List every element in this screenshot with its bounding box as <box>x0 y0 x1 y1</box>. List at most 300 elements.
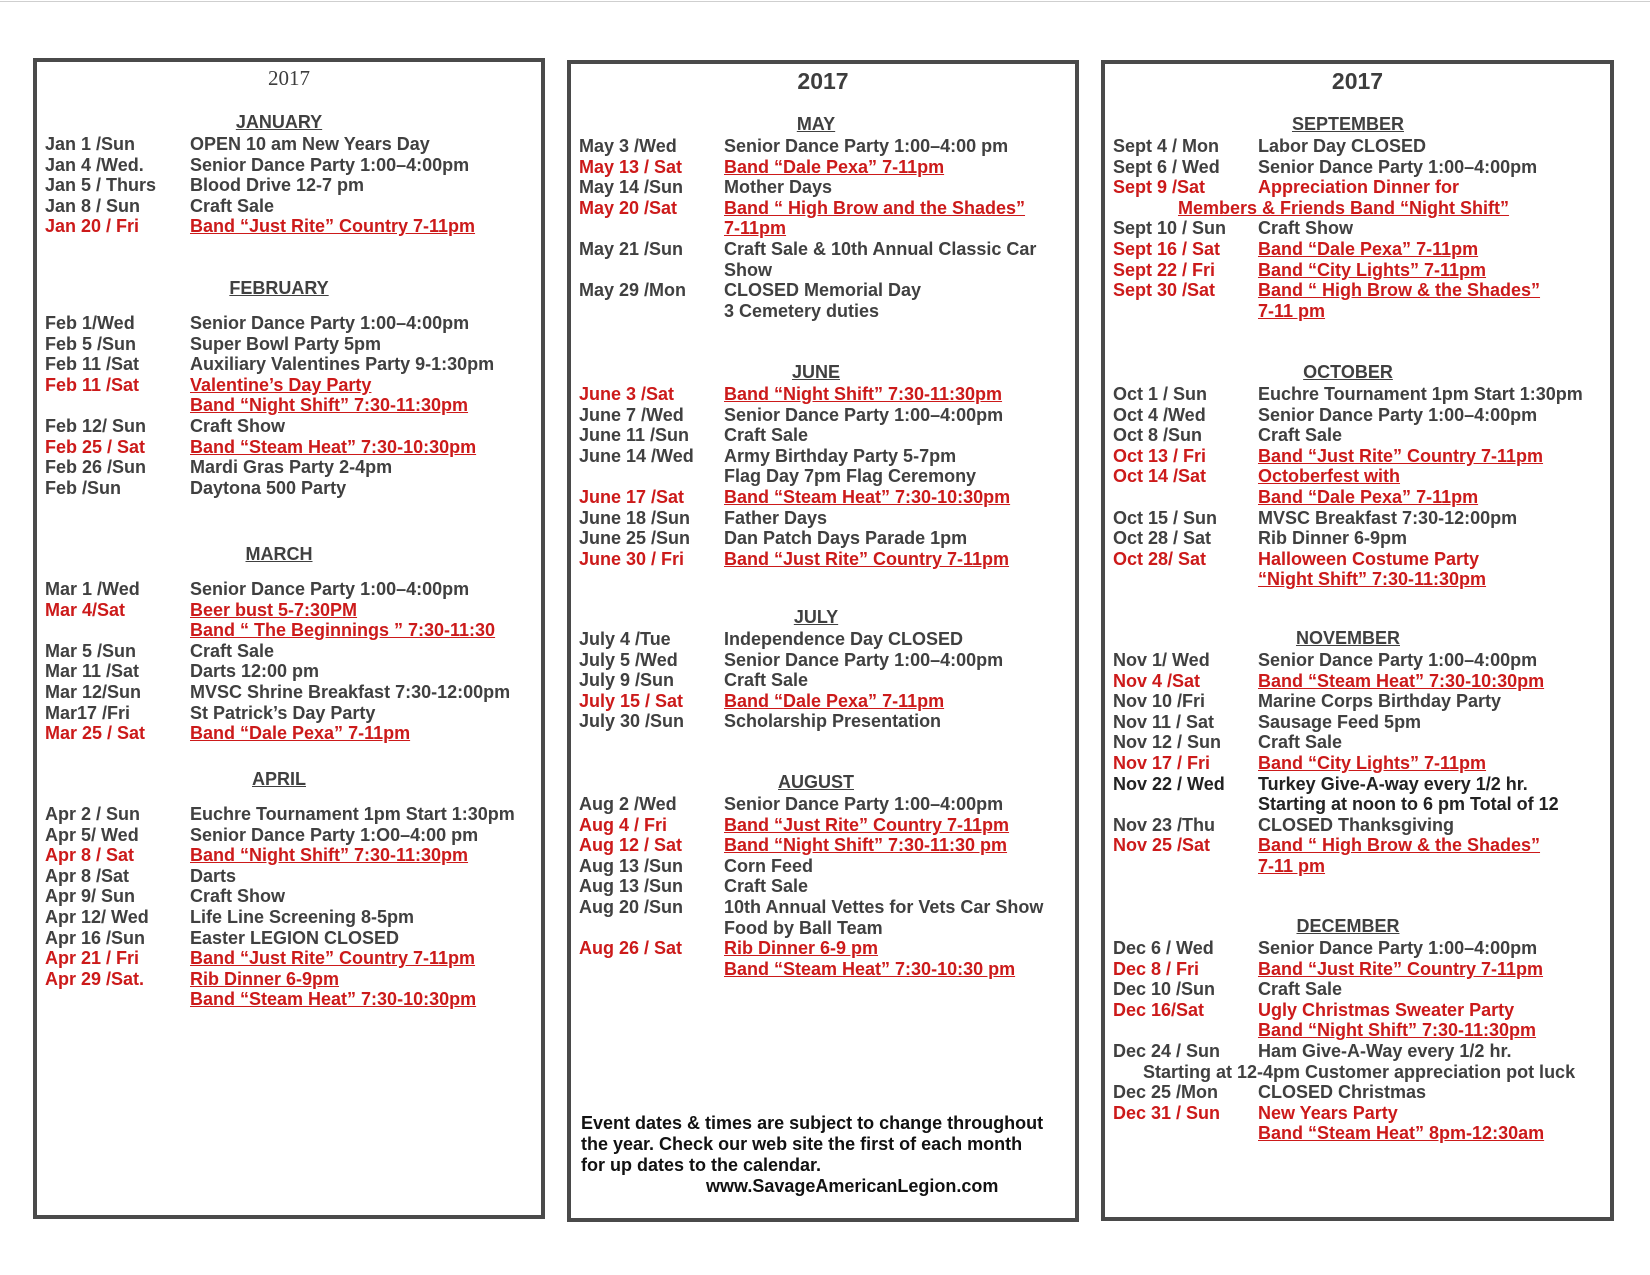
event-description: Mother Days <box>724 177 833 198</box>
event-description: Band “Night Shift” 7:30-11:30pm <box>724 384 1003 404</box>
event-date: Feb 26 /Sun <box>45 457 147 478</box>
event-description: Auxiliary Valentines Party 9-1:30pm <box>190 354 495 375</box>
event-row <box>1105 855 1610 877</box>
event-description: Senior Dance Party 1:00–4:00pm <box>1258 650 1538 670</box>
event-row <box>571 527 1075 549</box>
event-description: 10th Annual Vettes for Vets Car Show <box>724 897 1044 917</box>
event-description: Members & Friends Band “Night Shift” <box>1178 197 1510 218</box>
event-date: Sept 4 / Mon <box>1113 136 1220 156</box>
event-date: Dec 25 /Mon <box>1113 1082 1219 1103</box>
event-description: St Patrick’s Day Party <box>190 702 376 723</box>
event-row <box>37 215 541 237</box>
event-description: Band “City Lights” 7-11pm <box>1258 753 1487 773</box>
event-row <box>1105 156 1610 178</box>
event-description: Scholarship Presentation <box>724 711 942 732</box>
event-row <box>37 803 541 825</box>
event-row <box>1105 834 1610 856</box>
event-date: June 17 /Sat <box>579 487 685 507</box>
event-row <box>37 988 541 1010</box>
month-heading-october: OCTOBER <box>1303 362 1393 382</box>
event-date: Dec 16/Sat <box>1113 999 1205 1020</box>
event-date: Nov 1/ Wed <box>1113 650 1210 670</box>
event-row <box>37 640 541 662</box>
event-date: Apr 21 / Fri <box>45 948 140 969</box>
event-date: Mar 4/Sat <box>45 599 126 620</box>
event-description: Craft Sale <box>724 425 809 446</box>
event-date: Jan 4 /Wed. <box>45 154 144 175</box>
month-heading-january: JANUARY <box>235 112 323 132</box>
event-row <box>571 628 1075 650</box>
event-date: Nov 23 /Thu <box>1113 814 1216 835</box>
top-divider <box>0 1 1650 2</box>
event-row <box>37 844 541 866</box>
event-row <box>1105 507 1610 529</box>
month-heading-november: NOVEMBER <box>1295 628 1400 648</box>
event-row <box>1105 814 1610 836</box>
event-row <box>571 548 1075 570</box>
event-description: Labor Day CLOSED <box>1258 136 1427 156</box>
event-row <box>571 669 1075 691</box>
event-row <box>1105 486 1610 508</box>
event-row <box>1105 279 1610 301</box>
event-row <box>1105 1122 1610 1144</box>
event-description: Band “Just Rite” Country 7-11pm <box>724 548 1010 569</box>
event-row <box>571 445 1075 467</box>
event-description: Sausage Feed 5pm <box>1258 711 1422 732</box>
event-description: Senior Dance Party 1:00–4:00pm <box>724 794 1004 814</box>
event-description: Band “Dale Pexa” 7-11pm <box>724 690 945 711</box>
event-row <box>37 353 541 375</box>
event-date: Feb 5 /Sun <box>45 333 137 354</box>
event-description: Band “Night Shift” 7:30-11:30pm <box>190 845 469 866</box>
event-row <box>37 374 541 396</box>
event-date: Feb 12/ Sun <box>45 416 147 436</box>
event-description: Band “Just Rite” Country 7-11pm <box>1258 958 1544 979</box>
event-row <box>1105 197 1610 219</box>
event-description: Senior Dance Party 1:00–4:00pm <box>190 154 470 175</box>
event-date: Apr 2 / Sun <box>45 804 141 824</box>
event-date: Sept 6 / Wed <box>1113 156 1220 177</box>
event-date: Apr 16 /Sun <box>45 927 146 948</box>
event-description: Band “Dale Pexa” 7-11pm <box>1258 487 1479 507</box>
event-description: Army Birthday Party 5-7pm <box>724 445 957 466</box>
event-row <box>571 217 1075 239</box>
event-row <box>1105 978 1610 1000</box>
event-description: Valentine’s Day Party <box>190 374 372 395</box>
event-date: Oct 13 / Fri <box>1113 445 1207 466</box>
calendar-panel-may-aug <box>567 60 1079 1222</box>
event-description: Band “Just Rite” Country 7-11pm <box>1258 445 1544 466</box>
event-description: Band “ High Brow & the Shades” <box>1258 280 1541 301</box>
event-row <box>37 578 541 600</box>
event-row <box>37 660 541 682</box>
event-date: Oct 4 /Wed <box>1113 404 1206 425</box>
event-row <box>571 814 1075 836</box>
event-date: May 29 /Mon <box>579 280 687 301</box>
event-description: Darts 12:00 pm <box>190 661 320 682</box>
event-row <box>571 937 1075 959</box>
event-description: CLOSED Memorial Day <box>724 280 922 301</box>
event-date: Aug 20 /Sun <box>579 897 684 917</box>
event-description: New Years Party <box>1258 1102 1398 1123</box>
event-description: Band “ High Brow & the Shades” <box>1258 835 1541 856</box>
event-description: Craft Show <box>190 416 286 436</box>
event-date: Apr 29 /Sat. <box>45 968 145 989</box>
event-description: Rib Dinner 6-9 pm <box>724 938 879 959</box>
event-date: Aug 2 /Wed <box>579 794 677 814</box>
event-date: Feb 11 /Sat <box>45 354 140 375</box>
event-row <box>37 477 541 499</box>
event-row <box>37 947 541 969</box>
event-description: CLOSED Christmas <box>1258 1082 1427 1103</box>
calendar-panel-sep-dec <box>1101 60 1614 1221</box>
event-row <box>37 702 541 724</box>
event-row <box>1105 670 1610 692</box>
event-date: July 4 /Tue <box>579 629 671 649</box>
event-row <box>571 710 1075 732</box>
event-description: Band “Just Rite” Country 7-11pm <box>724 814 1010 835</box>
event-date: Jan 1 /Sun <box>45 134 136 154</box>
event-description: 3 Cemetery duties <box>724 300 880 321</box>
event-date: Apr 5/ Wed <box>45 824 139 845</box>
event-description: Senior Dance Party 1:00–4:00pm <box>724 649 1004 670</box>
event-description: Corn Feed <box>724 855 814 876</box>
event-date: Oct 28/ Sat <box>1113 548 1207 569</box>
event-row <box>571 690 1075 712</box>
notice-line: the year. Check our web site the first of each month <box>581 1134 1023 1154</box>
event-description: Craft Sale <box>724 670 809 691</box>
event-description: Flag Day 7pm Flag Ceremony <box>724 466 977 487</box>
event-description: Band “ The Beginnings ” 7:30-11:30 <box>190 620 496 641</box>
event-row <box>37 865 541 887</box>
event-row <box>37 174 541 196</box>
event-date: Oct 14 /Sat <box>1113 466 1207 487</box>
event-date: Sept 10 / Sun <box>1113 218 1227 239</box>
event-description: Euchre Tournament 1pm Start 1:30pm <box>190 804 515 824</box>
event-row <box>571 834 1075 856</box>
event-row <box>1105 176 1610 198</box>
event-date: Nov 12 / Sun <box>1113 732 1222 753</box>
event-row <box>571 896 1075 918</box>
event-row <box>37 927 541 949</box>
event-row <box>1105 217 1610 239</box>
event-description: Rib Dinner 6-9pm <box>1258 528 1408 549</box>
event-date: Nov 22 / Wed <box>1113 773 1225 794</box>
schedule-notice <box>581 1113 1081 1197</box>
event-row <box>571 135 1075 157</box>
event-row <box>1105 793 1610 815</box>
event-row <box>571 507 1075 529</box>
event-description: Senior Dance Party 1:00–4:00pm <box>1258 938 1538 958</box>
event-description: Appreciation Dinner for <box>1258 177 1460 198</box>
month-heading-april: APRIL <box>252 769 306 789</box>
event-row <box>1105 958 1610 980</box>
event-description: Band “Steam Heat” 7:30-10:30 pm <box>724 958 1016 979</box>
event-row <box>37 436 541 458</box>
event-date: June 30 / Fri <box>579 548 685 569</box>
event-description: Show <box>724 259 772 280</box>
event-date: Oct 1 / Sun <box>1113 384 1208 404</box>
event-description: Band “City Lights” 7-11pm <box>1258 259 1487 280</box>
month-heading-july: JULY <box>793 607 839 627</box>
event-date: Mar 11 /Sat <box>45 661 140 682</box>
event-date: Dec 24 / Sun <box>1113 1041 1221 1061</box>
event-date: June 14 /Wed <box>579 445 694 466</box>
event-date: Aug 13 /Sun <box>579 855 684 876</box>
event-description: Daytona 500 Party <box>190 477 347 498</box>
event-row <box>1105 300 1610 322</box>
event-row <box>1105 1081 1610 1103</box>
event-row <box>1105 404 1610 426</box>
event-description: Independence Day CLOSED <box>724 629 964 649</box>
event-description: Band “Dale Pexa” 7-11pm <box>190 723 411 744</box>
event-description: Senior Dance Party 1:00–4:00pm <box>190 313 470 333</box>
event-date: Mar 12/Sun <box>45 682 142 702</box>
event-description: MVSC Breakfast 7:30-12:00pm <box>1258 507 1518 528</box>
event-row <box>571 649 1075 671</box>
event-date: May 3 /Wed <box>579 136 677 156</box>
event-row <box>1105 711 1610 733</box>
event-date: May 14 /Sun <box>579 177 684 198</box>
event-description: Mardi Gras Party 2-4pm <box>190 457 393 478</box>
event-row <box>37 312 541 334</box>
event-description: Starting at 12-4pm Customer appreciation pot luck <box>1143 1061 1576 1082</box>
event-description: Band “Night Shift” 7:30-11:30pm <box>190 395 469 416</box>
event-row <box>571 958 1075 980</box>
event-row <box>37 133 541 155</box>
event-description: Turkey Give-A-way every 1/2 hr. <box>1258 773 1528 794</box>
event-description: Band “Steam Heat” 7:30-10:30pm <box>190 989 477 1010</box>
event-date: Aug 26 / Sat <box>579 938 683 959</box>
event-row <box>1105 568 1610 590</box>
event-description: Super Bowl Party 5pm <box>190 333 382 354</box>
event-row <box>571 917 1075 939</box>
event-date: Jan 5 / Thurs <box>45 175 157 196</box>
event-row <box>37 906 541 928</box>
event-row <box>571 486 1075 508</box>
panel-year: 2017 <box>268 66 310 90</box>
event-description: Band “Dale Pexa” 7-11pm <box>724 156 945 177</box>
event-description: Ugly Christmas Sweater Party <box>1258 999 1515 1020</box>
event-row <box>37 394 541 416</box>
event-row <box>1105 135 1610 157</box>
event-row <box>1105 937 1610 959</box>
month-heading-may: MAY <box>796 114 836 134</box>
event-row <box>571 279 1075 301</box>
event-description: Band “Steam Heat” 7:30-10:30pm <box>190 436 477 457</box>
event-row <box>1105 465 1610 487</box>
event-row <box>1105 527 1610 549</box>
event-row <box>1105 731 1610 753</box>
event-description: Marine Corps Birthday Party <box>1258 691 1502 712</box>
event-row <box>1105 445 1610 467</box>
calendar-panel-jan-apr <box>33 58 545 1219</box>
event-date: Dec 8 / Fri <box>1113 958 1200 979</box>
event-row <box>571 875 1075 897</box>
event-date: Nov 17 / Fri <box>1113 753 1211 773</box>
website-link[interactable]: www.SavageAmericanLegion.com <box>706 1176 999 1196</box>
event-row <box>1105 649 1610 671</box>
event-description: Band “Steam Heat” 7:30-10:30pm <box>1258 670 1545 691</box>
event-date: Aug 4 / Fri <box>579 814 668 835</box>
event-description: Senior Dance Party 1:00–4:00pm <box>1258 404 1538 425</box>
event-description: Dan Patch Days Parade 1pm <box>724 528 968 549</box>
event-row <box>571 197 1075 219</box>
event-date: May 13 / Sat <box>579 156 683 177</box>
event-description: Senior Dance Party 1:00–4:00 pm <box>724 136 1009 156</box>
event-description: Band “Steam Heat” 8pm-12:30am <box>1258 1123 1545 1144</box>
event-date: June 7 /Wed <box>579 404 684 425</box>
month-heading-march: MARCH <box>245 544 313 564</box>
event-date: Aug 12 / Sat <box>579 835 683 856</box>
event-row <box>1105 999 1610 1021</box>
event-description: Darts <box>190 865 237 886</box>
event-description: Ham Give-A-Way every 1/2 hr. <box>1258 1041 1512 1061</box>
event-date: June 3 /Sat <box>579 384 675 404</box>
event-date: Apr 12/ Wed <box>45 907 149 927</box>
event-date: Dec 31 / Sun <box>1113 1102 1221 1123</box>
event-row <box>37 599 541 621</box>
event-description: Band “Just Rite” Country 7-11pm <box>190 948 476 969</box>
event-row <box>1105 1102 1610 1124</box>
event-description: Senior Dance Party 1:00–4:00pm <box>190 579 470 599</box>
event-description: 7-11 pm <box>1258 300 1326 321</box>
event-description: Craft Sale <box>1258 425 1343 446</box>
event-row <box>1105 752 1610 774</box>
event-row <box>37 968 541 990</box>
event-description: Senior Dance Party 1:00–4:00pm <box>1258 156 1538 177</box>
event-date: July 9 /Sun <box>579 670 675 691</box>
event-date: Nov 4 /Sat <box>1113 670 1201 691</box>
event-date: Apr 9/ Sun <box>45 886 136 907</box>
event-date: Oct 28 / Sat <box>1113 528 1212 549</box>
event-row <box>1105 238 1610 260</box>
event-description: Blood Drive 12-7 pm <box>190 175 365 196</box>
event-description: Band “ High Brow and the Shades” <box>724 197 1026 218</box>
event-row <box>571 404 1075 426</box>
event-row <box>1105 424 1610 446</box>
event-row <box>571 424 1075 446</box>
event-date: Dec 6 / Wed <box>1113 938 1214 958</box>
event-date: Feb 11 /Sat <box>45 374 140 395</box>
notice-line: for up dates to the calendar. <box>581 1155 822 1175</box>
event-description: Craft Sale & 10th Annual Classic Car <box>724 239 1037 259</box>
event-date: May 21 /Sun <box>579 239 684 259</box>
event-date: June 11 /Sun <box>579 425 690 446</box>
event-date: Mar 5 /Sun <box>45 640 137 661</box>
event-description: Food by Ball Team <box>724 917 883 938</box>
event-description: “Night Shift” 7:30-11:30pm <box>1258 569 1487 590</box>
event-row <box>571 176 1075 198</box>
event-date: Nov 10 /Fri <box>1113 691 1206 712</box>
event-row <box>571 383 1075 405</box>
event-date: Jan 20 / Fri <box>45 216 140 237</box>
event-description: Band “Night Shift” 7:30-11:30pm <box>1258 1020 1537 1041</box>
event-row <box>571 793 1075 815</box>
event-date: June 25 /Sun <box>579 528 691 549</box>
event-row <box>37 681 541 703</box>
event-row <box>571 855 1075 877</box>
event-description: Father Days <box>724 507 828 528</box>
event-date: Apr 8 / Sat <box>45 845 135 866</box>
event-date: July 5 /Wed <box>579 649 678 670</box>
event-description: Band “Night Shift” 7:30-11:30 pm <box>724 835 1008 856</box>
event-row <box>571 238 1075 260</box>
event-description: Craft Sale <box>1258 979 1343 1000</box>
month-heading-august: AUGUST <box>778 772 854 792</box>
month-heading-february: FEBRUARY <box>229 278 329 298</box>
event-description: Craft Sale <box>724 876 809 897</box>
event-row <box>37 722 541 744</box>
event-date: Sept 9 /Sat <box>1113 177 1206 198</box>
event-date: July 15 / Sat <box>579 690 684 711</box>
event-row <box>37 885 541 907</box>
event-description: CLOSED Thanksgiving <box>1258 814 1455 835</box>
event-row <box>1105 548 1610 570</box>
event-row <box>37 154 541 176</box>
notice-line: Event dates & times are subject to change throughout <box>581 1113 1044 1133</box>
event-description: Craft Sale <box>190 640 275 661</box>
event-row <box>571 300 1075 322</box>
event-row <box>37 824 541 846</box>
event-date: Sept 16 / Sat <box>1113 239 1221 259</box>
event-description: Rib Dinner 6-9pm <box>190 968 340 989</box>
event-date: Aug 13 /Sun <box>579 876 684 897</box>
event-row <box>571 465 1075 487</box>
event-row <box>37 195 541 217</box>
event-description: Craft Show <box>1258 218 1354 239</box>
event-row <box>37 415 541 437</box>
event-description: 7-11pm <box>724 218 787 239</box>
event-description: Euchre Tournament 1pm Start 1:30pm <box>1258 384 1583 404</box>
event-description: Band “Steam Heat” 7:30-10:30pm <box>724 487 1011 507</box>
event-description: MVSC Shrine Breakfast 7:30-12:00pm <box>190 682 511 702</box>
event-row <box>37 619 541 641</box>
event-date: Nov 25 /Sat <box>1113 835 1211 856</box>
month-heading-september: SEPTEMBER <box>1291 114 1405 134</box>
event-description: Craft Show <box>190 886 286 907</box>
event-description: Beer bust 5-7:30PM <box>190 599 358 620</box>
event-row <box>1105 1061 1610 1083</box>
event-row <box>1105 773 1610 795</box>
event-description: Craft Sale <box>190 195 275 216</box>
event-date: Sept 30 /Sat <box>1113 280 1216 301</box>
event-row <box>1105 690 1610 712</box>
event-description: OPEN 10 am New Years Day <box>190 134 430 154</box>
event-date: Feb /Sun <box>45 477 121 498</box>
panel-year: 2017 <box>1331 68 1384 94</box>
event-date: Mar17 /Fri <box>45 702 131 723</box>
event-date: Mar 25 / Sat <box>45 723 146 744</box>
event-date: Feb 25 / Sat <box>45 436 146 457</box>
event-description: Band “Just Rite” Country 7-11pm <box>190 216 476 237</box>
event-date: Jan 8 / Sun <box>45 195 141 216</box>
event-date: Nov 11 / Sat <box>1113 711 1215 732</box>
event-description: Easter LEGION CLOSED <box>190 927 400 948</box>
event-description: 7-11 pm <box>1258 856 1326 876</box>
event-description: Band “Dale Pexa” 7-11pm <box>1258 239 1479 259</box>
event-description: Halloween Costume Party <box>1258 548 1480 569</box>
month-heading-december: DECEMBER <box>1296 916 1400 936</box>
event-date: Dec 10 /Sun <box>1113 979 1216 1000</box>
event-row <box>571 259 1075 281</box>
event-date: May 20 /Sat <box>579 197 678 218</box>
event-description: Craft Sale <box>1258 732 1343 753</box>
event-row <box>37 333 541 355</box>
event-row <box>1105 1040 1610 1062</box>
event-description: Senior Dance Party 1:O0–4:00 pm <box>190 824 479 845</box>
event-description: Starting at noon to 6 pm Total of 12 <box>1258 794 1559 815</box>
